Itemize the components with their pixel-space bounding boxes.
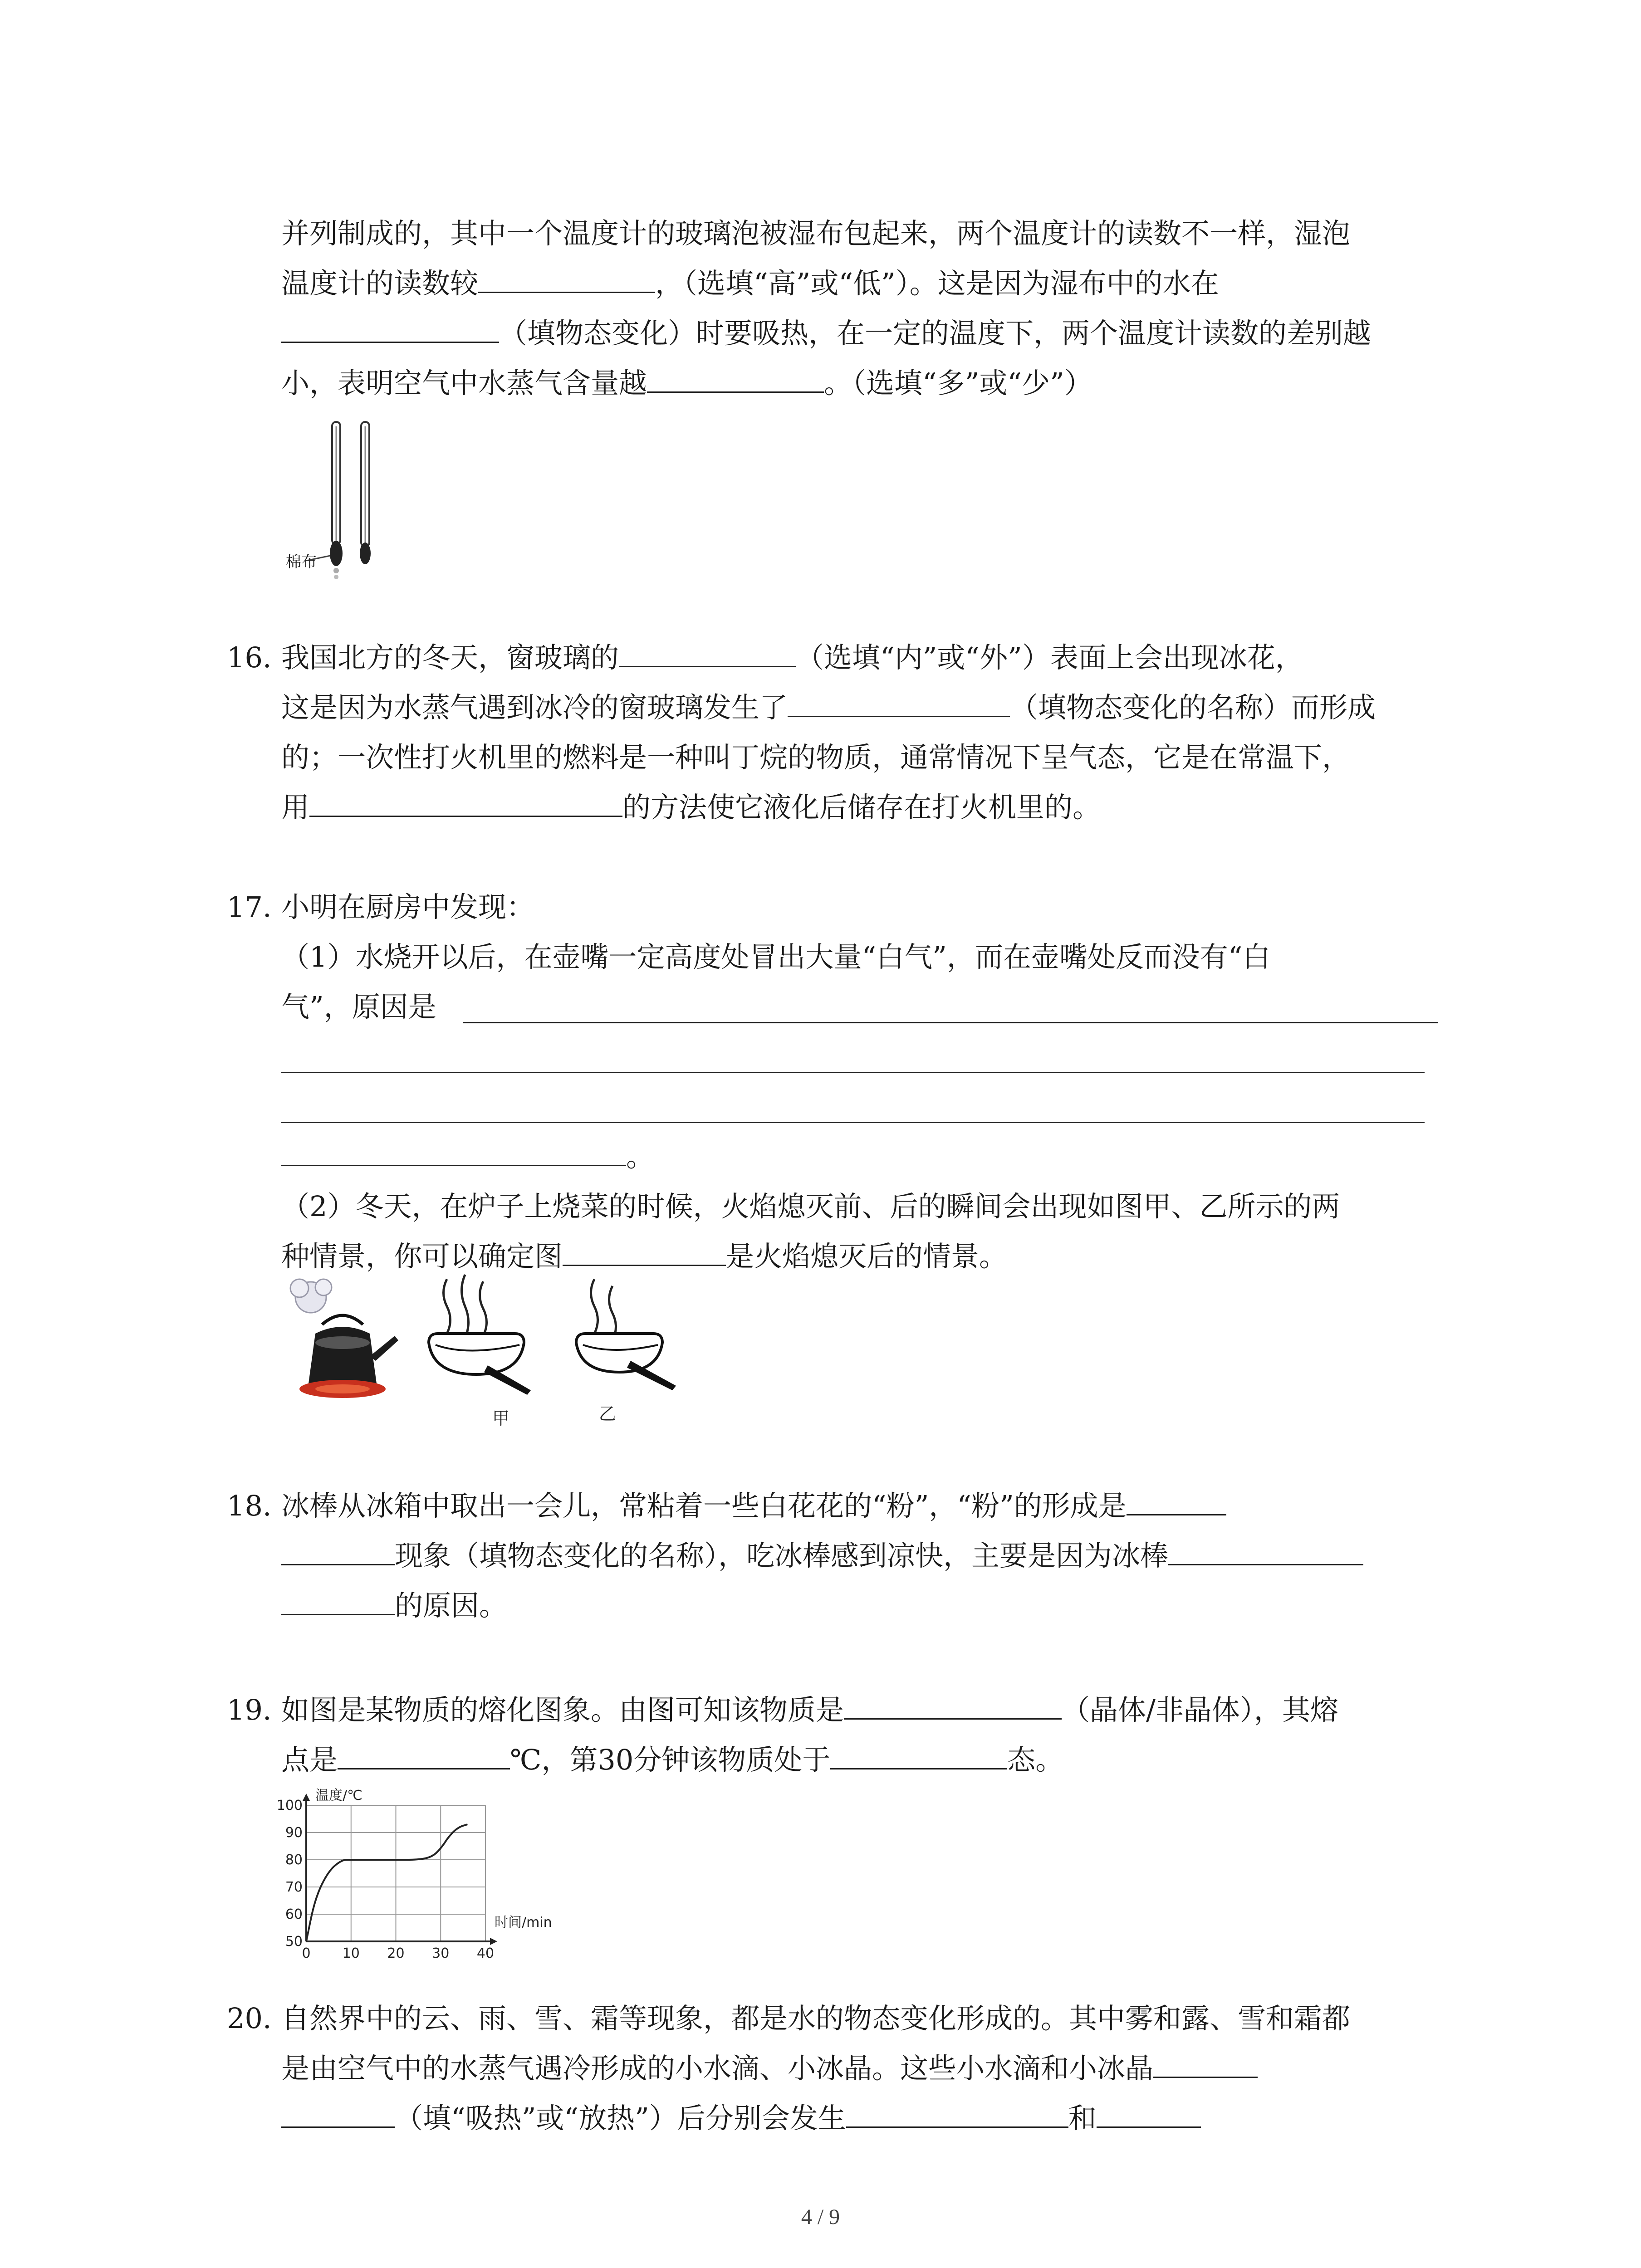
q19-text: 点是 [281, 1743, 338, 1776]
q15-text: ，（选填“高”或“低”）。这是因为湿布中的水在 [655, 267, 1219, 300]
y-tick-label: 90 [285, 1825, 303, 1841]
q19-blank-2[interactable] [338, 1740, 510, 1769]
page-number: 4 / 9 [801, 2205, 840, 2229]
q17-text: 。 [626, 1140, 655, 1173]
wok-yi-icon [576, 1279, 676, 1390]
q18-text: 的原因。 [395, 1589, 508, 1622]
q17-p1-line-1: （1）水烧开以后，在壶嘴一定高度处冒出大量“白气”，而在壶嘴处反而没有“白 [281, 940, 1271, 973]
x-axis-arrow-icon [490, 1938, 497, 1945]
chart-grid [306, 1805, 485, 1941]
q15-text: 。（选填“多”或“少”） [824, 367, 1092, 400]
y-tick-label: 60 [285, 1906, 303, 1922]
q18-number: 18. [227, 1489, 272, 1522]
q15-line-2 [281, 263, 1219, 304]
q16-line-4 [281, 787, 1101, 828]
cotton-label: 棉布 [286, 553, 317, 571]
q17-answer-line-2[interactable] [281, 1072, 1425, 1073]
label-yi: 乙 [599, 1404, 617, 1424]
q19-line-1 [281, 1690, 1338, 1730]
q17-p1-line-2 [281, 987, 436, 1027]
q19-text: （晶体/非晶体），其熔 [1062, 1693, 1338, 1726]
q15-blank-3[interactable] [647, 363, 824, 393]
q19-text: 态。 [1007, 1743, 1064, 1776]
q19-number: 19. [227, 1693, 272, 1726]
q19-text: 如图是某物质的熔化图象。由图可知该物质是 [281, 1693, 844, 1726]
q20-text: 是由空气中的水蒸气遇冷形成的小水滴、小冰晶。这些小水滴和小冰晶 [281, 2052, 1154, 2085]
q17-text: 气”，原因是 [281, 990, 436, 1023]
x-tick-label: 30 [432, 1945, 450, 1960]
q15-blank-2[interactable] [281, 313, 499, 343]
q17-p1-end [281, 1136, 654, 1177]
q15-text: （填物态变化）时要吸热，在一定的温度下，两个温度计读数的差别越 [499, 317, 1372, 350]
q16-text: 这是因为水蒸气遇到冰冷的窗玻璃发生了 [281, 691, 788, 724]
q18-line-1 [281, 1486, 1226, 1526]
label-jia: 甲 [492, 1408, 510, 1428]
q17-intro: 小明在厨房中发现： [281, 890, 535, 924]
q16-number: 16. [227, 641, 272, 674]
q18-text: 冰棒从冰箱中取出一会儿，常粘着一些白花花的“粉”，“粉”的形成是 [281, 1489, 1127, 1522]
q17-p2-line-1: （2）冬天，在炉子上烧菜的时候，火焰熄灭前、后的瞬间会出现如图甲、乙所示的两 [281, 1190, 1340, 1223]
q18-blank-2a[interactable] [1168, 1536, 1363, 1565]
x-tick-label: 40 [476, 1945, 495, 1960]
q19-line-2 [281, 1740, 1063, 1780]
q15-line-1: 并列制成的，其中一个温度计的玻璃泡被湿布包起来，两个温度计的读数不一样，湿泡 [281, 217, 1351, 250]
q19-blank-3[interactable] [830, 1740, 1007, 1769]
q18-blank-2b[interactable] [281, 1586, 395, 1615]
x-tick-label: 10 [342, 1945, 360, 1960]
q18-blank-1b[interactable] [281, 1536, 395, 1565]
q16-line-1 [281, 637, 1303, 678]
q20-blank-1b[interactable] [281, 2098, 395, 2128]
q17-number: 17. [227, 890, 272, 924]
q16-blank-1[interactable] [619, 638, 796, 667]
y-tick-label: 80 [285, 1852, 303, 1868]
q15-text: 小，表明空气中水蒸气含量越 [281, 367, 647, 400]
q20-line-3 [281, 2098, 1201, 2139]
y-axis-label: 温度/℃ [315, 1788, 362, 1804]
q20-line-2 [281, 2048, 1258, 2089]
q20-text: 和 [1068, 2102, 1097, 2135]
q17-blank-end[interactable] [281, 1137, 626, 1166]
kettle-icon [290, 1279, 398, 1398]
q19-blank-1[interactable] [844, 1690, 1062, 1720]
q15-line-3 [281, 313, 1371, 354]
melting-chart [263, 1787, 590, 1960]
y-tick-label: 100 [276, 1798, 303, 1813]
thermometer-figure [281, 417, 390, 581]
y-axis-arrow-icon [303, 1794, 310, 1801]
q20-blank-1a[interactable] [1153, 2048, 1258, 2078]
q18-line-2 [281, 1535, 1363, 1576]
q20-line-1: 自然界中的云、雨、雪、霜等现象，都是水的物态变化形成的。其中雾和露、雪和霜都 [281, 2002, 1351, 2035]
q15-line-4 [281, 363, 1092, 404]
q18-text: 现象（填物态变化的名称），吃冰棒感到凉快，主要是因为冰棒 [395, 1539, 1169, 1572]
q16-blank-3[interactable] [309, 787, 622, 817]
q16-blank-2[interactable] [788, 688, 1010, 717]
q15-text: 温度计的读数较 [281, 267, 479, 300]
q17-answer-line-1[interactable] [463, 1022, 1438, 1023]
y-tick-label: 70 [285, 1879, 303, 1895]
q17-answer-line-3[interactable] [281, 1122, 1425, 1123]
q18-blank-1a[interactable] [1127, 1486, 1226, 1515]
q16-text: （选填“内”或“外”）表面上会出现冰花， [796, 641, 1303, 674]
wok-jia-icon [429, 1275, 531, 1395]
q16-line-3: 的；一次性打火机里的燃料是一种叫丁烷的物质，通常情况下呈气态，它是在常温下， [281, 741, 1351, 774]
q20-blank-3[interactable] [1097, 2098, 1201, 2128]
q16-text: 的方法使它液化后储存在打火机里的。 [622, 791, 1101, 824]
x-tick-label: 20 [387, 1945, 405, 1960]
q17-blank-2[interactable] [563, 1237, 726, 1266]
q16-text: 用 [281, 791, 310, 824]
kettle-and-wok-figure [279, 1270, 696, 1433]
y-tick-label: 50 [285, 1934, 303, 1950]
q16-text: 我国北方的冬天，窗玻璃的 [281, 641, 619, 674]
q16-text: （填物态变化的名称）而形成 [1010, 691, 1376, 724]
q18-line-3 [281, 1585, 507, 1626]
x-tick-label: 0 [302, 1945, 311, 1960]
q16-line-2 [281, 687, 1376, 728]
q20-blank-2[interactable] [846, 2098, 1068, 2128]
q17-text: 种情景，你可以确定图 [281, 1240, 563, 1273]
q19-text: ℃，第30分钟该物质处于 [510, 1743, 831, 1776]
series-line [306, 1824, 468, 1941]
q20-text: （填“吸热”或“放热”）后分别会发生 [395, 2102, 846, 2135]
q20-number: 20. [227, 2002, 272, 2035]
q17-text: 是火焰熄灭后的情景。 [726, 1240, 1008, 1273]
x-axis-label: 时间/min [495, 1915, 552, 1931]
q15-blank-1[interactable] [478, 264, 655, 293]
